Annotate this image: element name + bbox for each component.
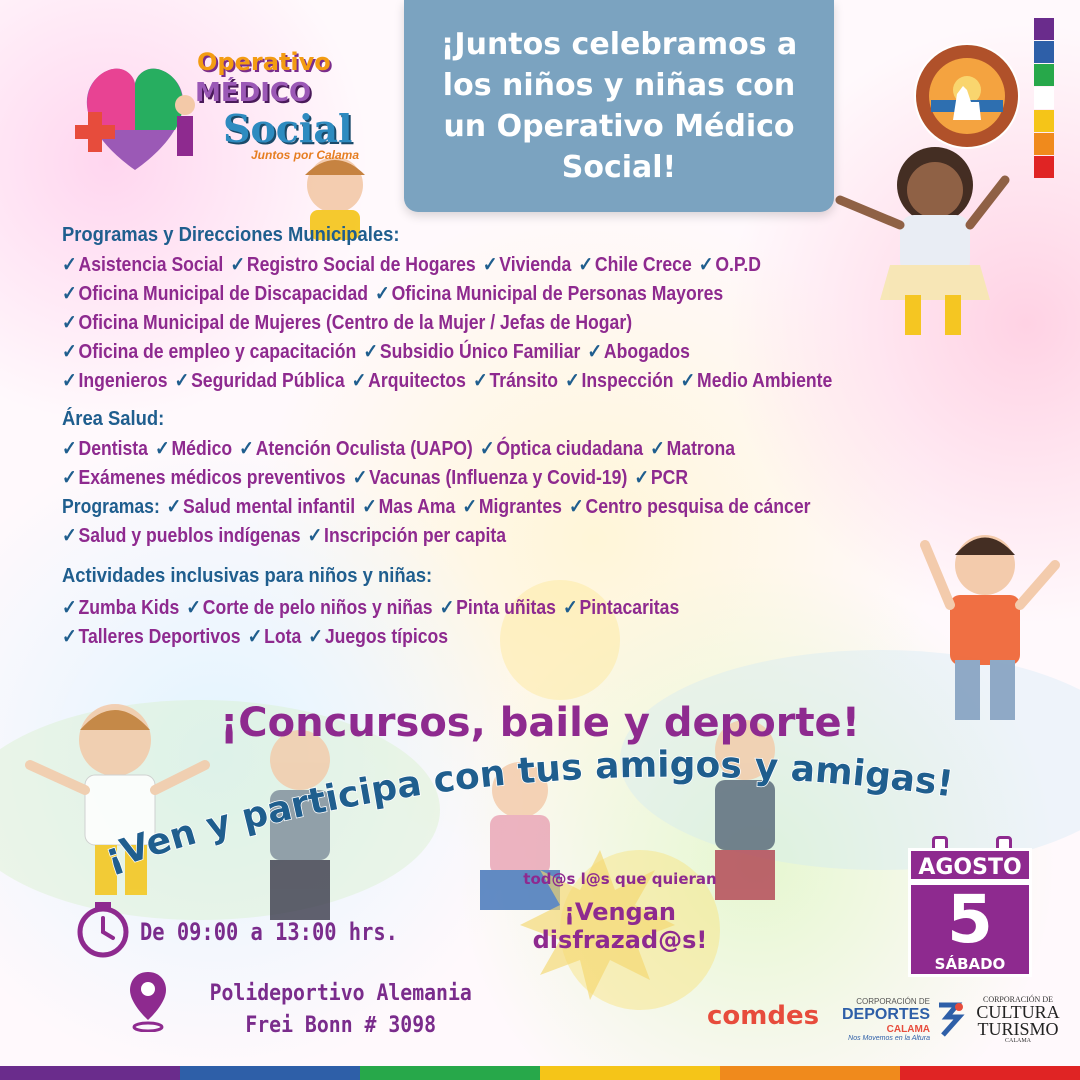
rainbow-bar <box>0 1066 1080 1080</box>
actividades-list <box>62 594 962 652</box>
location-pin-icon <box>128 970 168 1032</box>
check-item-label: Lota <box>264 626 302 648</box>
logo-line-1: Operativo <box>197 48 331 76</box>
check-item <box>230 254 475 276</box>
check-item <box>62 597 179 619</box>
check-item-label: Dentista <box>78 438 148 460</box>
check-item-label: Salud y pueblos indígenas <box>78 525 301 547</box>
check-line <box>62 435 854 464</box>
clock-icon <box>75 900 131 960</box>
check-item-label: Centro pesquisa de cáncer <box>585 496 811 518</box>
headline-box <box>404 0 834 212</box>
checkmark-icon: ✓ <box>650 438 665 460</box>
check-item-label: Vivienda <box>499 254 572 276</box>
checkmark-icon: ✓ <box>698 254 714 276</box>
check-line <box>62 464 854 493</box>
checkmark-icon: ✓ <box>587 341 603 363</box>
headline: ¡Juntos celebramos a los niños y niñas con un Operativo Médico Social! <box>440 27 798 185</box>
calendar-month: AGOSTO <box>908 848 1032 882</box>
check-item <box>587 341 690 363</box>
check-item <box>62 312 632 334</box>
check-item <box>62 341 356 363</box>
checkmark-icon: ✓ <box>62 438 77 460</box>
check-item <box>155 438 232 460</box>
check-item-label: Inscripción per capita <box>324 525 506 547</box>
check-item <box>578 254 691 276</box>
checkmark-icon: ✓ <box>230 254 246 276</box>
disfraz-line-1: ¡Vengan <box>563 898 677 926</box>
municipal-seal-icon <box>913 42 1021 150</box>
check-item-label: Arquitectos <box>368 370 466 392</box>
logo-line-3: Social <box>223 106 353 151</box>
color-swatch <box>1034 133 1054 155</box>
check-item <box>186 597 432 619</box>
concursos-heading: ¡Concursos, baile y deporte! <box>220 700 860 746</box>
check-item-label: Seguridad Pública <box>191 370 345 392</box>
checkmark-icon: ✓ <box>473 370 488 392</box>
check-item-label: O.P.D <box>715 254 761 276</box>
checkmark-icon: ✓ <box>154 438 170 460</box>
checkmark-icon: ✓ <box>62 626 77 648</box>
check-line <box>62 623 854 652</box>
check-item <box>62 254 223 276</box>
check-item-label: Médico <box>171 438 233 460</box>
salud-list <box>62 435 962 493</box>
check-item <box>175 370 345 392</box>
check-item-label: Subsidio Único Familiar <box>379 341 581 363</box>
ven-participa-text: ¡Ven y participa con tus amigos y amigas! <box>99 744 956 879</box>
rainbow-segment <box>720 1066 900 1080</box>
programas-list <box>62 251 962 396</box>
check-item-label: Salud mental infantil <box>182 496 356 518</box>
check-item <box>440 597 556 619</box>
disfraz-callout <box>490 870 750 954</box>
checkmark-icon: ✓ <box>174 370 190 392</box>
checkmark-icon: ✓ <box>565 370 580 392</box>
check-item <box>569 496 810 518</box>
operativo-logo <box>65 40 365 190</box>
checkmark-icon: ✓ <box>362 496 377 518</box>
checkmark-icon: ✓ <box>166 496 182 518</box>
checkmark-icon: ✓ <box>482 254 498 276</box>
checkmark-icon: ✓ <box>479 438 495 460</box>
check-item-label: Pintacaritas <box>579 597 680 619</box>
check-item-label: Mas Ama <box>378 496 456 518</box>
rainbow-segment <box>540 1066 720 1080</box>
puzzle-heart-icon <box>65 40 205 190</box>
check-item <box>62 467 346 489</box>
svg-text:¡Ven y participa con tus amigo <box>100 745 956 879</box>
check-item-label: Registro Social de Hogares <box>246 254 476 276</box>
horario: De 09:00 a 13:00 hrs. <box>140 918 398 946</box>
check-item <box>634 467 688 489</box>
color-swatch <box>1034 41 1054 63</box>
check-item-label: Oficina Municipal de Personas Mayores <box>391 283 724 305</box>
calendar-body <box>908 882 1032 977</box>
check-item <box>352 370 466 392</box>
check-item-label: Atención Oculista (UAPO) <box>255 438 473 460</box>
sponsor-logos <box>705 995 1065 1045</box>
check-item-label: Migrantes <box>478 496 562 518</box>
check-item-label: Oficina Municipal de Mujeres (Centro de la Mujer / Jefas de Hogar) <box>78 312 633 334</box>
check-item-label: Oficina de empleo y capacitación <box>78 341 357 363</box>
checkmark-icon: ✓ <box>62 312 77 334</box>
date-calendar <box>908 840 1032 975</box>
check-item <box>483 254 572 276</box>
check-item <box>62 283 368 305</box>
cultura-logo <box>973 995 1063 1044</box>
check-item <box>473 370 558 392</box>
deportes-mark-icon <box>935 999 965 1039</box>
check-line <box>62 594 854 623</box>
check-item-label: PCR <box>650 467 689 489</box>
calendar-weekday: SÁBADO <box>934 955 1006 973</box>
programas-title: Programas y Direcciones Municipales: <box>62 224 400 246</box>
salud-programas-list <box>62 493 962 551</box>
checkmark-icon: ✓ <box>307 525 323 547</box>
checkmark-icon: ✓ <box>239 438 254 460</box>
checkmark-icon: ✓ <box>351 370 367 392</box>
check-item <box>375 283 723 305</box>
comdes-logo: comdes <box>707 1001 820 1031</box>
checkmark-icon: ✓ <box>247 626 263 648</box>
check-item <box>563 597 679 619</box>
check-item-label: Talleres Deportivos <box>78 626 241 648</box>
check-item <box>239 438 473 460</box>
checkmark-icon: ✓ <box>375 283 390 305</box>
checkmark-icon: ✓ <box>680 370 696 392</box>
check-item-label: Óptica ciudadana <box>496 438 644 460</box>
checkmark-icon: ✓ <box>462 496 478 518</box>
check-item <box>62 626 241 648</box>
checkmark-icon: ✓ <box>634 467 650 489</box>
checkmark-icon: ✓ <box>186 597 202 619</box>
color-bar <box>1034 18 1054 179</box>
checkmark-icon: ✓ <box>578 254 594 276</box>
deportes-line-b: DEPORTES <box>841 1006 930 1023</box>
check-item <box>363 341 580 363</box>
calendar-day: 5 <box>947 881 993 958</box>
check-item-label: Asistencia Social <box>78 254 224 276</box>
check-item <box>699 254 761 276</box>
deportes-logo <box>840 997 930 1042</box>
checkmark-icon: ✓ <box>439 597 455 619</box>
check-line <box>62 309 854 338</box>
lugar-line-2: Frei Bonn # 3098 <box>245 1013 437 1038</box>
check-item-label: Ingenieros <box>78 370 168 392</box>
check-line <box>62 493 854 522</box>
check-item-label: Pinta uñitas <box>456 597 556 619</box>
color-swatch <box>1034 64 1054 86</box>
check-line <box>62 251 854 280</box>
check-item <box>565 370 673 392</box>
check-line <box>62 522 854 551</box>
logo-line-4: Juntos por Calama <box>251 148 360 162</box>
check-item <box>362 496 455 518</box>
actividades-title: Actividades inclusivas para niños y niñas: <box>62 565 433 587</box>
checkmark-icon: ✓ <box>62 525 77 547</box>
cultura-line-c: CALAMA <box>1004 1038 1031 1044</box>
check-item-label: Vacunas (Influenza y Covid-19) <box>369 467 628 489</box>
check-item-label: Chile Crece <box>594 254 692 276</box>
color-swatch <box>1034 18 1054 40</box>
salud-title: Área Salud: <box>62 408 165 430</box>
check-item <box>308 626 448 648</box>
check-item-label: Exámenes médicos preventivos <box>78 467 346 489</box>
checkmark-icon: ✓ <box>62 283 77 305</box>
check-item-label: Zumba Kids <box>78 597 180 619</box>
disfraz-small: tod@s l@s que quieran <box>523 870 717 888</box>
cultura-line-a: CORPORACIÓN DE <box>982 995 1053 1004</box>
check-item-label: Tránsito <box>489 370 558 392</box>
checkmark-icon: ✓ <box>62 467 77 489</box>
logo-line-2: MÉDICO <box>195 78 312 108</box>
check-item-label: Matrona <box>666 438 736 460</box>
checkmark-icon: ✓ <box>308 626 324 648</box>
color-swatch <box>1034 110 1054 132</box>
check-line <box>62 367 854 396</box>
checkmark-icon: ✓ <box>352 467 368 489</box>
programas-label: Programas: <box>62 496 165 518</box>
check-item <box>462 496 562 518</box>
checkmark-icon: ✓ <box>62 254 77 276</box>
check-item <box>480 438 643 460</box>
rainbow-segment <box>0 1066 180 1080</box>
check-item <box>62 438 148 460</box>
checkmark-icon: ✓ <box>569 496 584 518</box>
check-item <box>681 370 833 392</box>
rainbow-segment <box>180 1066 360 1080</box>
deportes-line-c: CALAMA <box>886 1024 930 1035</box>
lugar <box>210 978 472 1042</box>
check-item <box>308 525 506 547</box>
check-item <box>62 370 168 392</box>
check-item <box>166 496 355 518</box>
cultura-line-b1: CULTURA <box>976 1002 1060 1022</box>
cultura-line-b2: TURISMO <box>977 1019 1059 1039</box>
rainbow-segment <box>900 1066 1080 1080</box>
checkmark-icon: ✓ <box>62 341 77 363</box>
deportes-line-d: Nos Movemos en la Altura <box>848 1035 930 1042</box>
check-item <box>650 438 735 460</box>
deportes-line-a: CORPORACIÓN DE <box>856 997 930 1006</box>
checkmark-icon: ✓ <box>62 597 77 619</box>
check-item <box>62 525 301 547</box>
check-item-label: Medio Ambiente <box>697 370 833 392</box>
checkmark-icon: ✓ <box>62 370 77 392</box>
lugar-line-1: Polideportivo Alemania <box>209 981 472 1006</box>
disfraz-line-2: disfrazad@s! <box>532 926 708 954</box>
check-line <box>62 338 854 367</box>
check-item-label: Oficina Municipal de Discapacidad <box>78 283 369 305</box>
check-line <box>62 280 854 309</box>
check-item <box>353 467 628 489</box>
rainbow-segment <box>360 1066 540 1080</box>
check-item-label: Abogados <box>603 341 690 363</box>
checkmark-icon: ✓ <box>363 341 379 363</box>
main-content <box>62 224 962 652</box>
check-item-label: Juegos típicos <box>324 626 449 648</box>
checkmark-icon: ✓ <box>562 597 578 619</box>
color-swatch <box>1034 156 1054 178</box>
color-swatch <box>1034 87 1054 109</box>
check-item-label: Inspección <box>581 370 674 392</box>
check-item <box>248 626 302 648</box>
check-item-label: Corte de pelo niños y niñas <box>202 597 433 619</box>
